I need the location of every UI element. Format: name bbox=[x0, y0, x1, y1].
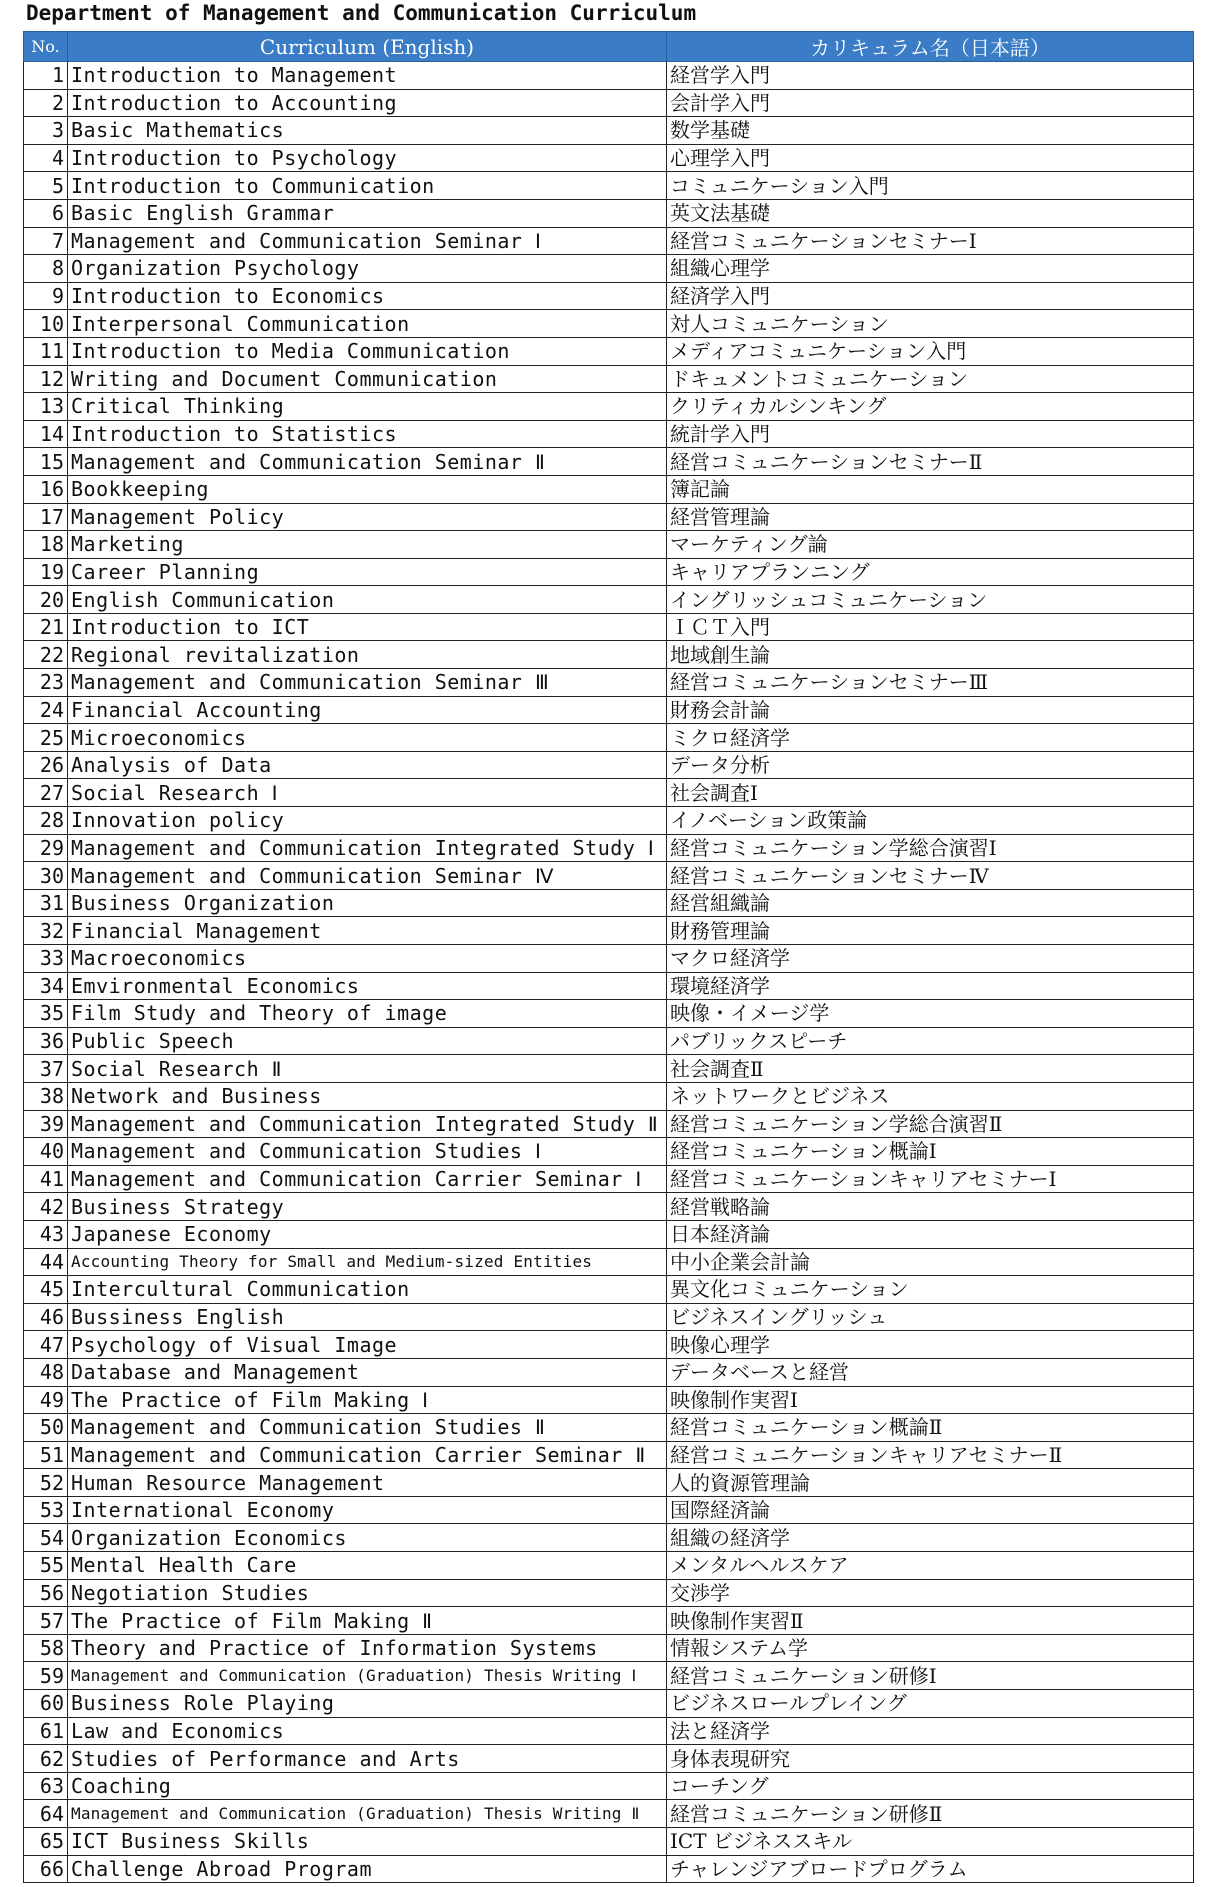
course-japanese-cell: 中小企業会計論 bbox=[667, 1248, 1194, 1276]
row-number-cell: 10 bbox=[24, 310, 68, 338]
course-english-cell: Business Organization bbox=[68, 889, 667, 917]
course-english-cell: Film Study and Theory of image bbox=[68, 1000, 667, 1028]
course-english-cell: Introduction to Psychology bbox=[68, 144, 667, 172]
row-number-cell: 38 bbox=[24, 1082, 68, 1110]
table-row bbox=[24, 1690, 1194, 1718]
row-number-cell: 36 bbox=[24, 1027, 68, 1055]
course-english-cell: Organization Psychology bbox=[68, 255, 667, 283]
table-row bbox=[24, 558, 1194, 586]
course-japanese-cell: データベースと経営 bbox=[667, 1358, 1194, 1386]
table-row bbox=[24, 420, 1194, 448]
page-title: Department of Management and Communication Curriculum bbox=[26, 1, 697, 25]
table-row bbox=[24, 779, 1194, 807]
course-japanese-cell: 経済学入門 bbox=[667, 282, 1194, 310]
table-row bbox=[24, 696, 1194, 724]
course-english-cell: Basic Mathematics bbox=[68, 117, 667, 145]
course-english-cell: Coaching bbox=[68, 1772, 667, 1800]
table-row bbox=[24, 310, 1194, 338]
table-row bbox=[24, 1552, 1194, 1580]
course-english-cell: Management and Communication Carrier Seminar Ⅱ bbox=[68, 1441, 667, 1469]
course-english-cell: Theory and Practice of Information Systems bbox=[68, 1634, 667, 1662]
course-english-cell: Management and Communication (Graduation) Thesis Writing Ⅱ bbox=[68, 1800, 667, 1828]
row-number-cell: 60 bbox=[24, 1690, 68, 1718]
course-japanese-cell: 環境経済学 bbox=[667, 972, 1194, 1000]
row-number-cell: 65 bbox=[24, 1828, 68, 1856]
row-number-cell: 52 bbox=[24, 1469, 68, 1497]
row-number-cell: 21 bbox=[24, 613, 68, 641]
table-row bbox=[24, 586, 1194, 614]
row-number-cell: 53 bbox=[24, 1496, 68, 1524]
row-number-cell: 17 bbox=[24, 503, 68, 531]
course-english-cell: Studies of Performance and Arts bbox=[68, 1745, 667, 1773]
course-english-cell: ICT Business Skills bbox=[68, 1828, 667, 1856]
table-row bbox=[24, 365, 1194, 393]
course-english-cell: Psychology of Visual Image bbox=[68, 1331, 667, 1359]
course-japanese-cell: クリティカルシンキング bbox=[667, 393, 1194, 421]
course-english-cell: Management and Communication Carrier Seminar Ⅰ bbox=[68, 1165, 667, 1193]
table-row bbox=[24, 89, 1194, 117]
course-english-cell: Financial Accounting bbox=[68, 696, 667, 724]
row-number-cell: 64 bbox=[24, 1800, 68, 1828]
course-english-cell: Management and Communication Seminar Ⅲ bbox=[68, 669, 667, 697]
course-english-cell: Marketing bbox=[68, 531, 667, 559]
row-number-cell: 31 bbox=[24, 889, 68, 917]
course-japanese-cell: 英文法基礎 bbox=[667, 199, 1194, 227]
row-number-cell: 2 bbox=[24, 89, 68, 117]
table-row bbox=[24, 641, 1194, 669]
course-japanese-cell: コーチング bbox=[667, 1772, 1194, 1800]
course-japanese-cell: 会計学入門 bbox=[667, 89, 1194, 117]
course-english-cell: Management and Communication Integrated Study Ⅰ bbox=[68, 834, 667, 862]
course-english-cell: Management and Communication Seminar Ⅳ bbox=[68, 862, 667, 890]
table-row bbox=[24, 945, 1194, 973]
table-row bbox=[24, 1082, 1194, 1110]
table-row bbox=[24, 1772, 1194, 1800]
course-japanese-cell: ビジネスロールプレイング bbox=[667, 1690, 1194, 1718]
course-japanese-cell: 経営コミュニケーション概論Ⅰ bbox=[667, 1138, 1194, 1166]
table-row bbox=[24, 117, 1194, 145]
table-row bbox=[24, 531, 1194, 559]
course-japanese-cell: 財務管理論 bbox=[667, 917, 1194, 945]
course-english-cell: Business Role Playing bbox=[68, 1690, 667, 1718]
course-english-cell: Intercultural Communication bbox=[68, 1276, 667, 1304]
course-japanese-cell: マクロ経済学 bbox=[667, 945, 1194, 973]
table-row bbox=[24, 1496, 1194, 1524]
course-english-cell: Management Policy bbox=[68, 503, 667, 531]
course-english-cell: Public Speech bbox=[68, 1027, 667, 1055]
course-english-cell: The Practice of Film Making Ⅰ bbox=[68, 1386, 667, 1414]
row-number-cell: 58 bbox=[24, 1634, 68, 1662]
table-row bbox=[24, 337, 1194, 365]
table-row bbox=[24, 393, 1194, 421]
course-english-cell: Network and Business bbox=[68, 1082, 667, 1110]
table-row bbox=[24, 1165, 1194, 1193]
row-number-cell: 35 bbox=[24, 1000, 68, 1028]
course-japanese-cell: 簿記論 bbox=[667, 475, 1194, 503]
row-number-cell: 40 bbox=[24, 1138, 68, 1166]
row-number-cell: 4 bbox=[24, 144, 68, 172]
row-number-cell: 56 bbox=[24, 1579, 68, 1607]
course-japanese-cell: 組織心理学 bbox=[667, 255, 1194, 283]
row-number-cell: 3 bbox=[24, 117, 68, 145]
course-english-cell: Regional revitalization bbox=[68, 641, 667, 669]
table-row bbox=[24, 669, 1194, 697]
table-row bbox=[24, 1386, 1194, 1414]
row-number-cell: 66 bbox=[24, 1855, 68, 1883]
row-number-cell: 51 bbox=[24, 1441, 68, 1469]
table-row bbox=[24, 972, 1194, 1000]
row-number-cell: 9 bbox=[24, 282, 68, 310]
table-row bbox=[24, 1248, 1194, 1276]
course-japanese-cell: キャリアプランニング bbox=[667, 558, 1194, 586]
row-number-cell: 15 bbox=[24, 448, 68, 476]
course-japanese-cell: 経営学入門 bbox=[667, 62, 1194, 90]
course-english-cell: Organization Economics bbox=[68, 1524, 667, 1552]
course-japanese-cell: 社会調査Ⅰ bbox=[667, 779, 1194, 807]
row-number-cell: 16 bbox=[24, 475, 68, 503]
row-number-cell: 47 bbox=[24, 1331, 68, 1359]
table-row bbox=[24, 1000, 1194, 1028]
course-japanese-cell: 経営コミュニケーションセミナーⅠ bbox=[667, 227, 1194, 255]
row-number-cell: 20 bbox=[24, 586, 68, 614]
table-row bbox=[24, 199, 1194, 227]
row-number-cell: 1 bbox=[24, 62, 68, 90]
course-english-cell: Challenge Abroad Program bbox=[68, 1855, 667, 1883]
course-japanese-cell: 統計学入門 bbox=[667, 420, 1194, 448]
table-row bbox=[24, 917, 1194, 945]
course-japanese-cell: 映像制作実習Ⅰ bbox=[667, 1386, 1194, 1414]
course-english-cell: Bookkeeping bbox=[68, 475, 667, 503]
header-english: Curriculum (English) bbox=[68, 32, 667, 62]
row-number-cell: 19 bbox=[24, 558, 68, 586]
row-number-cell: 49 bbox=[24, 1386, 68, 1414]
table-row bbox=[24, 144, 1194, 172]
header-no: No. bbox=[24, 32, 68, 62]
table-row bbox=[24, 889, 1194, 917]
table-row bbox=[24, 834, 1194, 862]
table-row bbox=[24, 1303, 1194, 1331]
row-number-cell: 24 bbox=[24, 696, 68, 724]
table-row bbox=[24, 1828, 1194, 1856]
course-english-cell: Accounting Theory for Small and Medium-sized Entities bbox=[68, 1248, 667, 1276]
course-english-cell: Database and Management bbox=[68, 1358, 667, 1386]
table-row bbox=[24, 1607, 1194, 1635]
curriculum-table bbox=[23, 31, 1194, 1883]
row-number-cell: 26 bbox=[24, 751, 68, 779]
course-english-cell: Interpersonal Communication bbox=[68, 310, 667, 338]
course-english-cell: Management and Communication Studies Ⅱ bbox=[68, 1414, 667, 1442]
course-english-cell: Management and Communication (Graduation) Thesis Writing Ⅰ bbox=[68, 1662, 667, 1690]
course-english-cell: Introduction to ICT bbox=[68, 613, 667, 641]
course-english-cell: International Economy bbox=[68, 1496, 667, 1524]
row-number-cell: 39 bbox=[24, 1110, 68, 1138]
table-row bbox=[24, 62, 1194, 90]
course-english-cell: Bussiness English bbox=[68, 1303, 667, 1331]
table-row bbox=[24, 172, 1194, 200]
course-japanese-cell: ICT ビジネススキル bbox=[667, 1828, 1194, 1856]
row-number-cell: 30 bbox=[24, 862, 68, 890]
row-number-cell: 14 bbox=[24, 420, 68, 448]
course-japanese-cell: 経営コミュニケーションセミナーⅡ bbox=[667, 448, 1194, 476]
course-japanese-cell: 映像心理学 bbox=[667, 1331, 1194, 1359]
row-number-cell: 18 bbox=[24, 531, 68, 559]
row-number-cell: 41 bbox=[24, 1165, 68, 1193]
table-row bbox=[24, 1358, 1194, 1386]
table-row bbox=[24, 1634, 1194, 1662]
table-row bbox=[24, 1662, 1194, 1690]
course-english-cell: Introduction to Economics bbox=[68, 282, 667, 310]
table-row bbox=[24, 1524, 1194, 1552]
course-japanese-cell: 組織の経済学 bbox=[667, 1524, 1194, 1552]
table-row bbox=[24, 1745, 1194, 1773]
course-japanese-cell: チャレンジアブロードプログラム bbox=[667, 1855, 1194, 1883]
course-japanese-cell: 経営コミュニケーション概論Ⅱ bbox=[667, 1414, 1194, 1442]
course-japanese-cell: 異文化コミュニケーション bbox=[667, 1276, 1194, 1304]
table-row bbox=[24, 1027, 1194, 1055]
course-english-cell: English Communication bbox=[68, 586, 667, 614]
course-english-cell: Management and Communication Seminar Ⅱ bbox=[68, 448, 667, 476]
course-japanese-cell: イノベーション政策論 bbox=[667, 807, 1194, 835]
course-english-cell: Macroeconomics bbox=[68, 945, 667, 973]
course-english-cell: Social Research Ⅱ bbox=[68, 1055, 667, 1083]
table-row bbox=[24, 1717, 1194, 1745]
course-english-cell: Microeconomics bbox=[68, 724, 667, 752]
course-english-cell: Introduction to Media Communication bbox=[68, 337, 667, 365]
table-row bbox=[24, 1220, 1194, 1248]
row-number-cell: 22 bbox=[24, 641, 68, 669]
course-japanese-cell: 国際経済論 bbox=[667, 1496, 1194, 1524]
course-japanese-cell: 経営コミュニケーション研修Ⅱ bbox=[667, 1800, 1194, 1828]
row-number-cell: 45 bbox=[24, 1276, 68, 1304]
course-english-cell: Critical Thinking bbox=[68, 393, 667, 421]
table-row bbox=[24, 1414, 1194, 1442]
table-row bbox=[24, 807, 1194, 835]
table-row bbox=[24, 1110, 1194, 1138]
course-english-cell: Innovation policy bbox=[68, 807, 667, 835]
course-japanese-cell: 映像制作実習Ⅱ bbox=[667, 1607, 1194, 1635]
row-number-cell: 42 bbox=[24, 1193, 68, 1221]
row-number-cell: 11 bbox=[24, 337, 68, 365]
course-english-cell: The Practice of Film Making Ⅱ bbox=[68, 1607, 667, 1635]
row-number-cell: 29 bbox=[24, 834, 68, 862]
course-english-cell: Management and Communication Integrated Study Ⅱ bbox=[68, 1110, 667, 1138]
row-number-cell: 27 bbox=[24, 779, 68, 807]
course-japanese-cell: 経営コミュニケーション学総合演習Ⅰ bbox=[667, 834, 1194, 862]
course-english-cell: Human Resource Management bbox=[68, 1469, 667, 1497]
row-number-cell: 6 bbox=[24, 199, 68, 227]
table-row bbox=[24, 255, 1194, 283]
table-row bbox=[24, 1055, 1194, 1083]
course-japanese-cell: データ分析 bbox=[667, 751, 1194, 779]
table-row bbox=[24, 1800, 1194, 1828]
course-japanese-cell: メディアコミュニケーション入門 bbox=[667, 337, 1194, 365]
table-header-row bbox=[24, 32, 1194, 62]
row-number-cell: 12 bbox=[24, 365, 68, 393]
table-row bbox=[24, 503, 1194, 531]
table-row bbox=[24, 1579, 1194, 1607]
row-number-cell: 5 bbox=[24, 172, 68, 200]
table-row bbox=[24, 613, 1194, 641]
row-number-cell: 34 bbox=[24, 972, 68, 1000]
course-english-cell: Introduction to Communication bbox=[68, 172, 667, 200]
course-japanese-cell: 対人コミュニケーション bbox=[667, 310, 1194, 338]
course-japanese-cell: 映像・イメージ学 bbox=[667, 1000, 1194, 1028]
course-japanese-cell: 社会調査Ⅱ bbox=[667, 1055, 1194, 1083]
course-japanese-cell: マーケティング論 bbox=[667, 531, 1194, 559]
course-japanese-cell: メンタルヘルスケア bbox=[667, 1552, 1194, 1580]
table-row bbox=[24, 724, 1194, 752]
course-japanese-cell: 経営コミュニケーションセミナーⅢ bbox=[667, 669, 1194, 697]
course-japanese-cell: パブリックスピーチ bbox=[667, 1027, 1194, 1055]
table-row bbox=[24, 862, 1194, 890]
course-japanese-cell: 身体表現研究 bbox=[667, 1745, 1194, 1773]
course-japanese-cell: ドキュメントコミュニケーション bbox=[667, 365, 1194, 393]
course-english-cell: Career Planning bbox=[68, 558, 667, 586]
table-row bbox=[24, 282, 1194, 310]
row-number-cell: 48 bbox=[24, 1358, 68, 1386]
course-japanese-cell: 経営戦略論 bbox=[667, 1193, 1194, 1221]
table-row bbox=[24, 751, 1194, 779]
course-japanese-cell: イングリッシュコミュニケーション bbox=[667, 586, 1194, 614]
course-japanese-cell: 経営コミュニケーション学総合演習Ⅱ bbox=[667, 1110, 1194, 1138]
course-japanese-cell: 心理学入門 bbox=[667, 144, 1194, 172]
row-number-cell: 37 bbox=[24, 1055, 68, 1083]
row-number-cell: 59 bbox=[24, 1662, 68, 1690]
course-japanese-cell: 経営コミュニケーション研修Ⅰ bbox=[667, 1662, 1194, 1690]
course-japanese-cell: 地域創生論 bbox=[667, 641, 1194, 669]
course-english-cell: Introduction to Management bbox=[68, 62, 667, 90]
row-number-cell: 23 bbox=[24, 669, 68, 697]
course-japanese-cell: 情報システム学 bbox=[667, 1634, 1194, 1662]
table-row bbox=[24, 227, 1194, 255]
table-row bbox=[24, 1855, 1194, 1883]
course-japanese-cell: 法と経済学 bbox=[667, 1717, 1194, 1745]
course-japanese-cell: 経営管理論 bbox=[667, 503, 1194, 531]
course-english-cell: Business Strategy bbox=[68, 1193, 667, 1221]
row-number-cell: 7 bbox=[24, 227, 68, 255]
course-english-cell: Introduction to Accounting bbox=[68, 89, 667, 117]
table-row bbox=[24, 1441, 1194, 1469]
course-japanese-cell: 経営組織論 bbox=[667, 889, 1194, 917]
row-number-cell: 61 bbox=[24, 1717, 68, 1745]
row-number-cell: 33 bbox=[24, 945, 68, 973]
table-row bbox=[24, 448, 1194, 476]
course-english-cell: Mental Health Care bbox=[68, 1552, 667, 1580]
table-row bbox=[24, 1331, 1194, 1359]
course-japanese-cell: ミクロ経済学 bbox=[667, 724, 1194, 752]
course-japanese-cell: 経営コミュニケーションキャリアセミナーⅠ bbox=[667, 1165, 1194, 1193]
header-japanese: カリキュラム名（日本語） bbox=[667, 32, 1194, 62]
course-english-cell: Social Research Ⅰ bbox=[68, 779, 667, 807]
course-english-cell: Negotiation Studies bbox=[68, 1579, 667, 1607]
row-number-cell: 25 bbox=[24, 724, 68, 752]
course-english-cell: Management and Communication Studies Ⅰ bbox=[68, 1138, 667, 1166]
table-row bbox=[24, 1276, 1194, 1304]
course-japanese-cell: 経営コミュニケーションキャリアセミナーⅡ bbox=[667, 1441, 1194, 1469]
row-number-cell: 55 bbox=[24, 1552, 68, 1580]
table-row bbox=[24, 1193, 1194, 1221]
row-number-cell: 63 bbox=[24, 1772, 68, 1800]
row-number-cell: 32 bbox=[24, 917, 68, 945]
table-row bbox=[24, 475, 1194, 503]
course-japanese-cell: 数学基礎 bbox=[667, 117, 1194, 145]
row-number-cell: 62 bbox=[24, 1745, 68, 1773]
course-english-cell: Law and Economics bbox=[68, 1717, 667, 1745]
course-english-cell: Analysis of Data bbox=[68, 751, 667, 779]
course-japanese-cell: 日本経済論 bbox=[667, 1220, 1194, 1248]
course-japanese-cell: 人的資源管理論 bbox=[667, 1469, 1194, 1497]
row-number-cell: 44 bbox=[24, 1248, 68, 1276]
course-japanese-cell: ＩＣＴ入門 bbox=[667, 613, 1194, 641]
row-number-cell: 43 bbox=[24, 1220, 68, 1248]
course-japanese-cell: 交渉学 bbox=[667, 1579, 1194, 1607]
course-english-cell: Basic English Grammar bbox=[68, 199, 667, 227]
course-english-cell: Japanese Economy bbox=[68, 1220, 667, 1248]
row-number-cell: 57 bbox=[24, 1607, 68, 1635]
row-number-cell: 54 bbox=[24, 1524, 68, 1552]
course-japanese-cell: 財務会計論 bbox=[667, 696, 1194, 724]
course-english-cell: Writing and Document Communication bbox=[68, 365, 667, 393]
course-english-cell: Management and Communication Seminar Ⅰ bbox=[68, 227, 667, 255]
course-english-cell: Financial Management bbox=[68, 917, 667, 945]
row-number-cell: 13 bbox=[24, 393, 68, 421]
course-english-cell: Emvironmental Economics bbox=[68, 972, 667, 1000]
row-number-cell: 28 bbox=[24, 807, 68, 835]
course-japanese-cell: 経営コミュニケーションセミナーⅣ bbox=[667, 862, 1194, 890]
course-english-cell: Introduction to Statistics bbox=[68, 420, 667, 448]
course-japanese-cell: ビジネスイングリッシュ bbox=[667, 1303, 1194, 1331]
table-row bbox=[24, 1469, 1194, 1497]
table-row bbox=[24, 1138, 1194, 1166]
row-number-cell: 8 bbox=[24, 255, 68, 283]
row-number-cell: 50 bbox=[24, 1414, 68, 1442]
course-japanese-cell: コミュニケーション入門 bbox=[667, 172, 1194, 200]
row-number-cell: 46 bbox=[24, 1303, 68, 1331]
course-japanese-cell: ネットワークとビジネス bbox=[667, 1082, 1194, 1110]
table-body bbox=[24, 62, 1194, 1883]
